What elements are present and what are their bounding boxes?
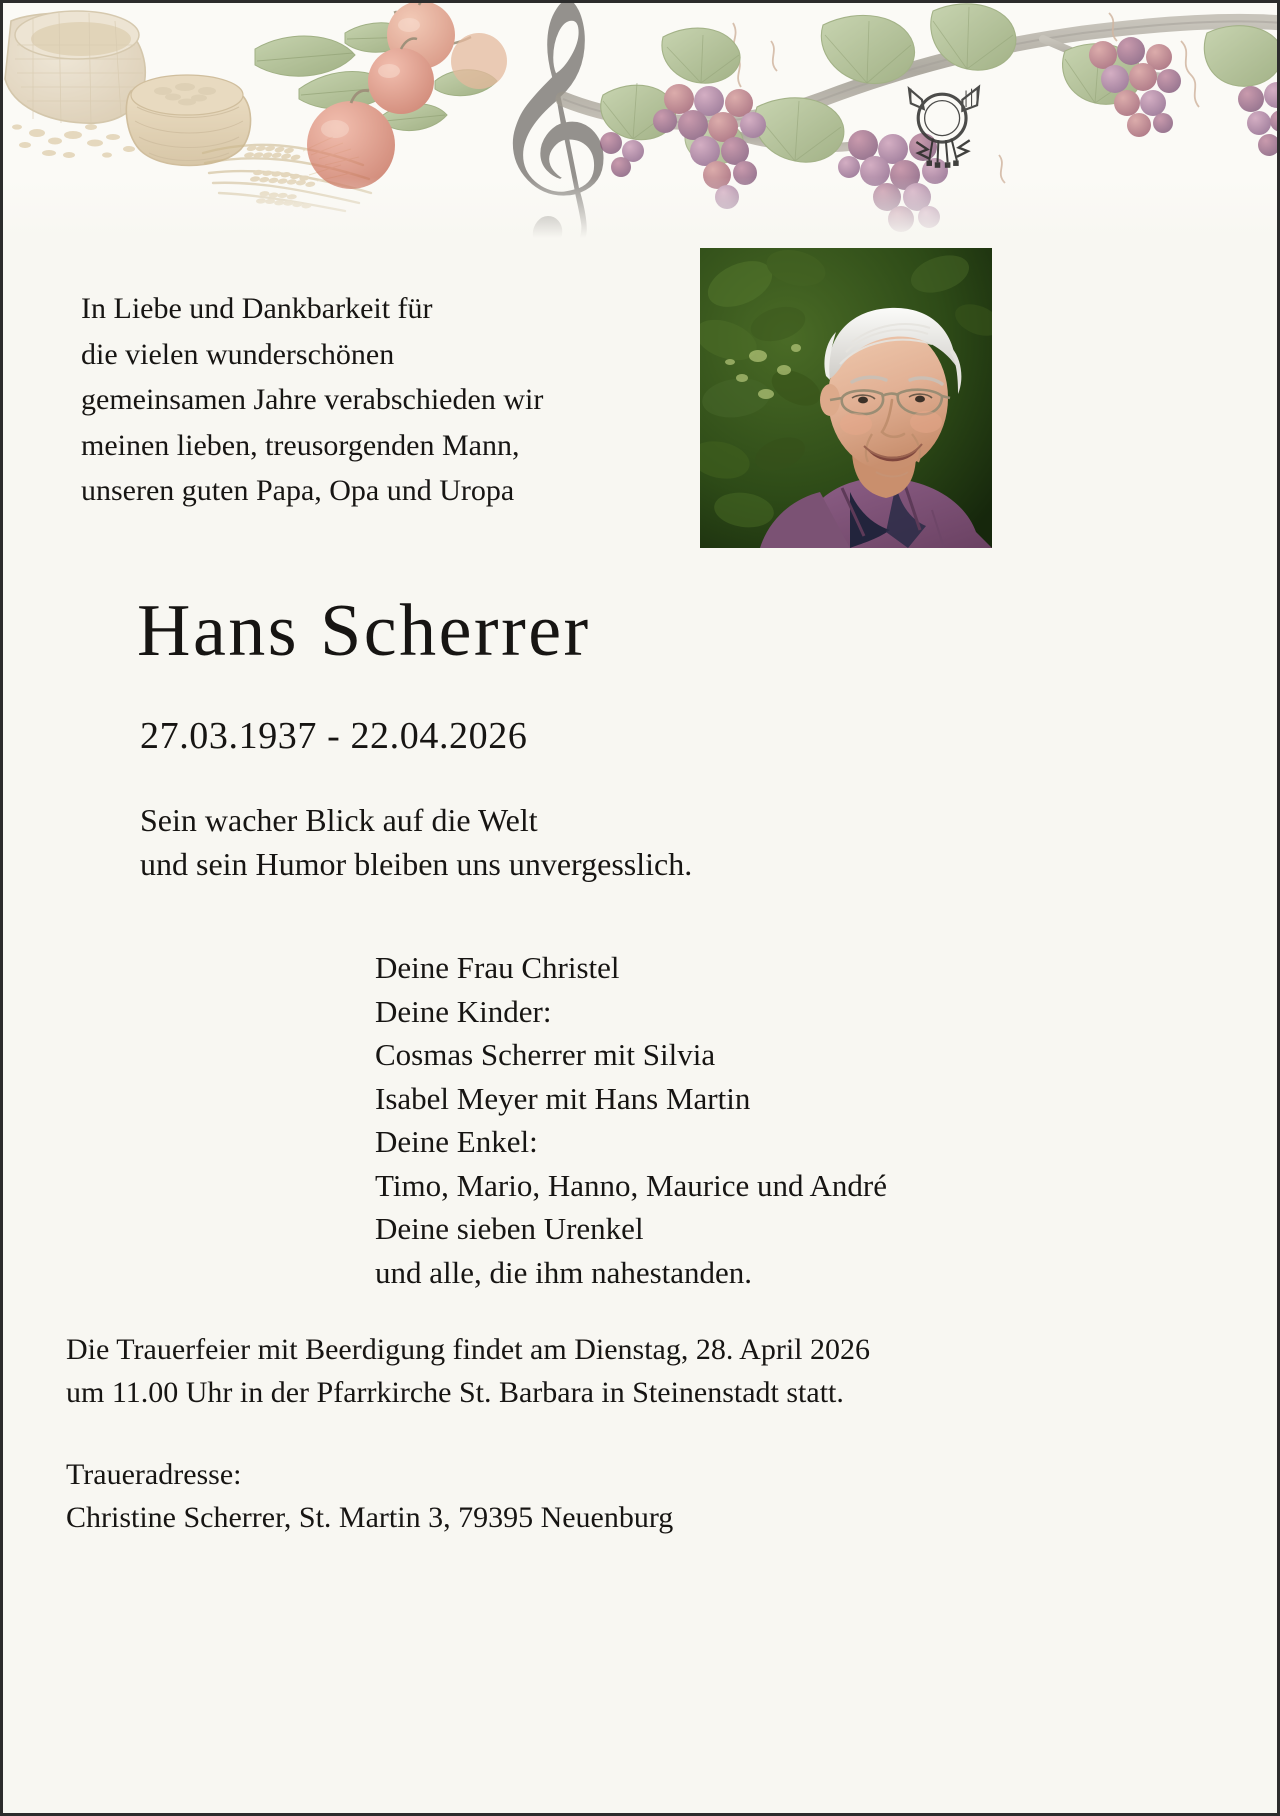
family-line: und alle, die ihm nahestanden.	[375, 1254, 753, 1290]
family-line: Deine Kinder:	[375, 993, 552, 1029]
intro-line: In Liebe und Dankbarkeit für	[81, 292, 433, 325]
ceremony-line: Die Trauerfeier mit Beerdigung findet am Dienstag, 28. April 2026	[66, 1333, 871, 1366]
epitaph-line: Sein wacher Blick auf die Welt	[140, 802, 538, 838]
family-line: Isabel Meyer mit Hans Martin	[375, 1080, 751, 1116]
intro-line: unseren guten Papa, Opa und Uropa	[81, 474, 515, 507]
mourning-address	[66, 1453, 673, 1539]
family-line: Cosmas Scherrer mit Silvia	[375, 1037, 716, 1072]
intro-paragraph	[81, 286, 681, 514]
intro-line: die vielen wunderschönen	[81, 337, 395, 371]
deceased-name: Hans Scherrer	[137, 590, 591, 672]
portrait-photo	[700, 248, 992, 548]
family-line: Timo, Mario, Hanno, Maurice und André	[375, 1167, 888, 1203]
family-line: Deine Enkel:	[375, 1124, 538, 1159]
life-dates: 27.03.1937 - 22.04.2026	[140, 715, 528, 757]
mourning-address-value: Christine Scherrer, St. Martin 3, 79395 Neuenburg	[66, 1501, 674, 1534]
epitaph	[140, 798, 692, 886]
family-list	[375, 946, 887, 1294]
intro-line: gemeinsamen Jahre verabschieden wir	[81, 383, 544, 416]
mourning-address-label: Traueradresse:	[66, 1458, 242, 1491]
epitaph-line: und sein Humor bleiben uns unvergesslich.	[140, 846, 693, 882]
intro-line: meinen lieben, treusorgenden Mann,	[81, 428, 520, 462]
decorative-header-band	[3, 3, 1280, 238]
ceremony-line: um 11.00 Uhr in der Pfarrkirche St. Barbara in Steinenstadt statt.	[66, 1376, 844, 1409]
family-line: Deine Frau Christel	[375, 950, 620, 985]
family-line: Deine sieben Urenkel	[375, 1211, 644, 1246]
ceremony-details	[66, 1328, 870, 1414]
